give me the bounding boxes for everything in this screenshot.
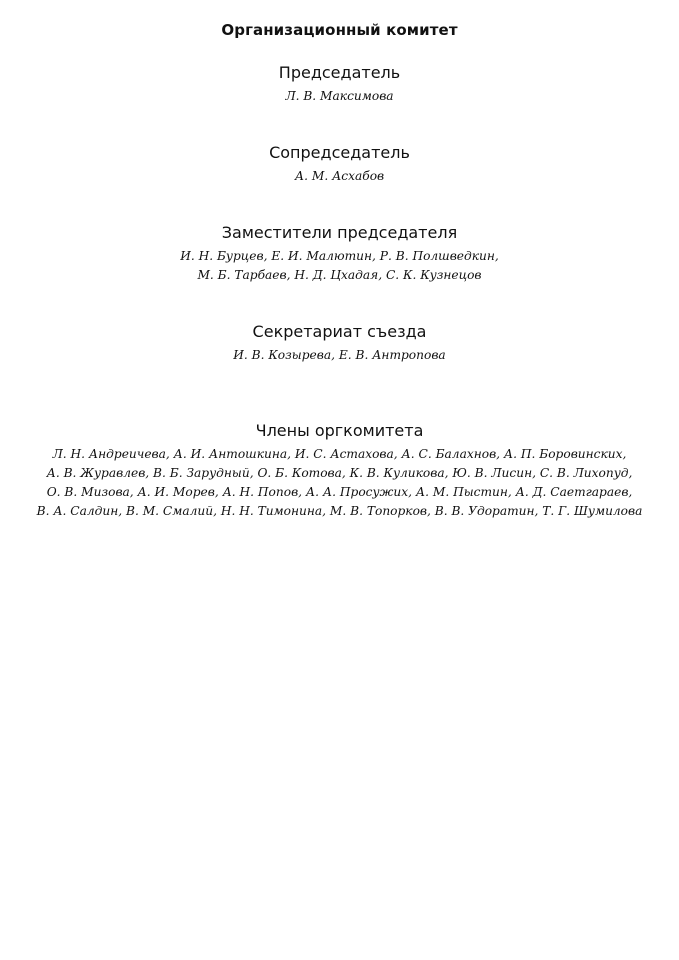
section-heading: Секретариат съезда: [252, 322, 427, 341]
section-heading: Сопредседатель: [269, 143, 410, 162]
names-block: [0, 247, 679, 285]
names-block: [0, 87, 679, 106]
document-title: Организационный комитет: [221, 21, 458, 39]
names-block: [0, 167, 679, 186]
section-chairman: [0, 62, 679, 106]
section-co-chairman: [0, 142, 679, 186]
names-block: [0, 445, 679, 521]
names-line: Л. В. Максимова: [285, 89, 394, 103]
section-deputy-chairmen: [0, 222, 679, 285]
names-line: И. В. Козырева, Е. В. Антропова: [233, 348, 446, 362]
names-line: А. В. Журавлев, В. Б. Зарудный, О. Б. Котова, К. В. Куликова, Ю. В. Лисин, С. В. Лихопуд,: [46, 466, 633, 480]
names-line: Л. Н. Андреичева, А. И. Антошкина, И. С. Астахова, А. С. Балахнов, А. П. Боровинских,: [52, 447, 627, 461]
section-heading: Председатель: [278, 63, 401, 82]
section-committee-members: [0, 420, 679, 521]
names-line: М. Б. Тарбаев, Н. Д. Цхадая, С. К. Кузнецов: [197, 268, 482, 282]
names-block: [0, 346, 679, 365]
names-line: О. В. Мизова, А. И. Морев, А. Н. Попов, А. А. Просужих, А. М. Пыстин, А. Д. Саетгараев,: [46, 485, 633, 499]
section-secretariat: [0, 321, 679, 365]
names-line: В. А. Салдин, В. М. Смалий, Н. Н. Тимонина, М. В. Топорков, В. В. Удоратин, Т. Г. Шумилова: [36, 504, 643, 518]
names-line: И. Н. Бурцев, Е. И. Малютин, Р. В. Полшведкин,: [180, 249, 499, 263]
section-heading: Члены оргкомитета: [255, 421, 424, 440]
names-line: А. М. Асхабов: [294, 169, 385, 183]
section-heading: Заместители председателя: [221, 223, 458, 242]
